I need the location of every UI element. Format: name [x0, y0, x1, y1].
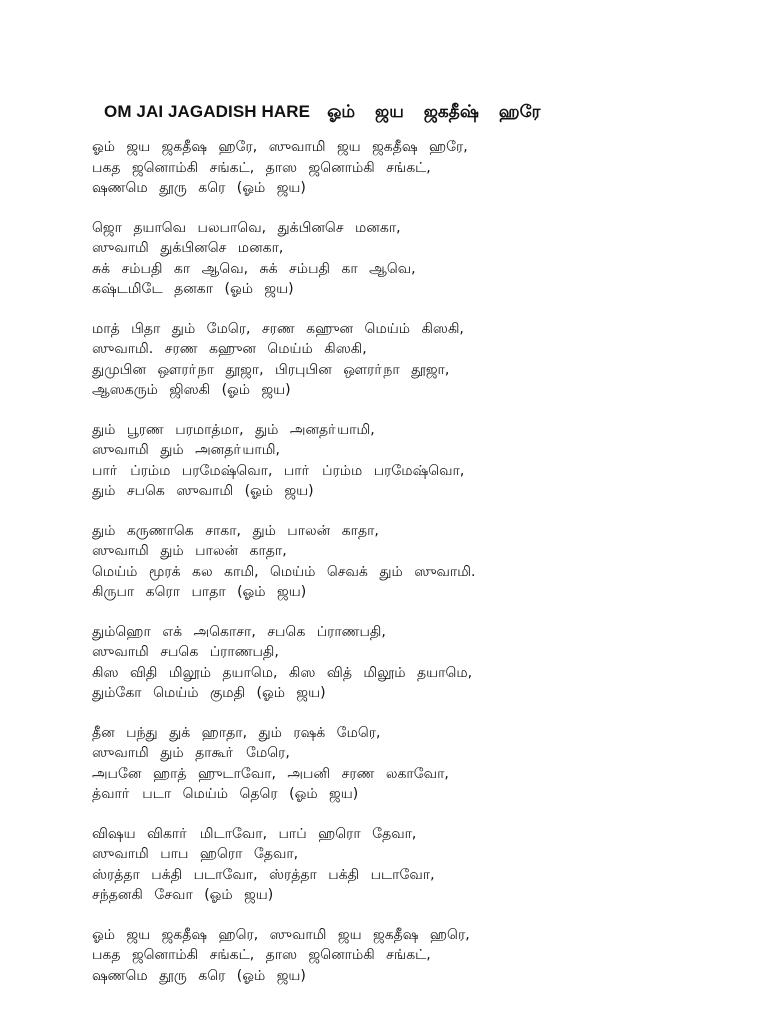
lyric-line: தீன பந்து துக் ஹாதா, தும் ரஷக் மேரெ, — [92, 724, 381, 741]
lyric-line: தும்கோ மெய்ம் குமதி (ஓம் ஜய) — [92, 685, 326, 701]
lyric-line: பகத ஜனொம்கி சங்கட், தாஸ ஜனொம்கி சங்கட், — [92, 947, 431, 963]
lyric-line: ஓம் ஜய ஜகதீஷ ஹரெ, ஸுவாமி ஜய ஜகதீஷ ஹரெ, — [92, 926, 470, 943]
lyric-line: ஆஸகரும் ஜிஸகி (ஓம் ஜய) — [92, 382, 291, 398]
lyric-line: சுக் சம்பதி கா ஆவெ, சுக் சம்பதி கா ஆவெ, — [92, 260, 416, 277]
lyric-line: ஓம் ஜய ஜகதீஷ ஹரே, ஸுவாமி ஜய ஜகதீஷ ஹரே, — [92, 139, 468, 155]
lyric-line: ஸ்ரத்தா பக்தி படாவோ, ஸ்ரத்தா பக்தி படாவோ, — [92, 866, 435, 883]
lyric-line: தும் சபகெ ஸுவாமி (ஓம் ஜய) — [92, 483, 314, 499]
title-english: OM JAI JAGADISH HARE — [104, 102, 311, 121]
title-tamil: ஓம் ஜய ஜகதீஷ் ஹரே — [327, 102, 541, 122]
lyric-line: தும் பூரண பரமாத்மா, தும் அனதா்யாமி, — [92, 421, 375, 438]
lyrics-body — [92, 137, 752, 1005]
page-title — [104, 94, 540, 124]
stanza-7 — [92, 723, 752, 805]
stanza-2 — [92, 218, 752, 300]
lyric-line: ஸுவாமி பாப ஹரொ தேவா, — [92, 846, 299, 862]
lyric-line: மெய்ம் மூரக் கல காமி, மெய்ம் செவக் தும் ஸுவாமி. — [92, 563, 476, 580]
lyric-line: விஷய விகாா் மிடாவோ, பாப் ஹரொ தேவா, — [92, 825, 417, 842]
stanza-5 — [92, 521, 752, 603]
stanza-4 — [92, 420, 752, 502]
lyric-line: சந்தனகி சேவா (ஓம் ஜய) — [92, 887, 274, 903]
lyric-line: ஸுவாமி தும் அனதா்யாமி, — [92, 442, 280, 458]
lyric-line: கஷ்டமிடே தனகா (ஓம் ஜய) — [92, 281, 294, 297]
lyric-line: ஷணமெ தூரு கரெ (ஓம் ஜய) — [92, 180, 306, 196]
lyric-line: ஸுவாமி துக்பினசெ மனகா, — [92, 240, 284, 256]
lyric-line: ஸுவாமி சபகெ ப்ராணபதி, — [92, 644, 279, 660]
lyric-line: மாத் பிதா தும் மேரெ, சரண கஹுன மெய்ம் கிஸகி, — [92, 320, 464, 337]
stanza-8 — [92, 824, 752, 906]
stanza-1 — [92, 137, 752, 199]
lyric-line: ஜொ தயாவெ பலபாவெ, துக்பினசெ மனகா, — [92, 219, 401, 236]
lyric-line: கிருபா கரொ பாதா (ஓம் ஜய) — [92, 584, 307, 600]
lyric-line: த்வாா் படா மெய்ம் தெரெ (ஓம் ஜய) — [92, 786, 359, 802]
stanza-6 — [92, 622, 752, 704]
lyric-line: தும் கருணாகெ சாகா, தும் பாலன் காதா, — [92, 522, 379, 539]
lyric-line: கிஸ விதி மிலூம் தயாமெ, கிஸ வித் மிலூம் தயாமெ, — [92, 664, 473, 681]
stanza-9 — [92, 925, 752, 987]
lyric-line: ஸுவாமி தும் தாகூா் மேரெ, — [92, 745, 290, 761]
lyric-line: அபனே ஹாத் ஹுடாவோ, அபனி சரண லகாவோ, — [92, 765, 449, 782]
lyric-line: ஸுவாமி தும் பாலன் காதா, — [92, 543, 287, 559]
stanza-3 — [92, 319, 752, 401]
lyric-line: பகத ஜனொம்கி சங்கட், தாஸ ஜனொம்கி சங்கட், — [92, 159, 431, 176]
lyric-line: துமுபின ஔரா்நா தூஜா, பிரபுபின ஔரா்நா தூஜா, — [92, 361, 450, 378]
lyric-line: ஷணமெ தூரு கரெ (ஓம் ஜய) — [92, 967, 306, 984]
lyric-line: தும்ஹொ எக் அகொசா, சபகெ ப்ராணபதி, — [92, 623, 386, 640]
lyric-line: ஸுவாமி. சரண கஹுன மெய்ம் கிஸகி, — [92, 341, 367, 357]
lyric-line: பாா் ப்ரம்ம பரமேஷ்வொ, பாா் ப்ரம்ம பரமேஷ்வொ, — [92, 462, 465, 479]
